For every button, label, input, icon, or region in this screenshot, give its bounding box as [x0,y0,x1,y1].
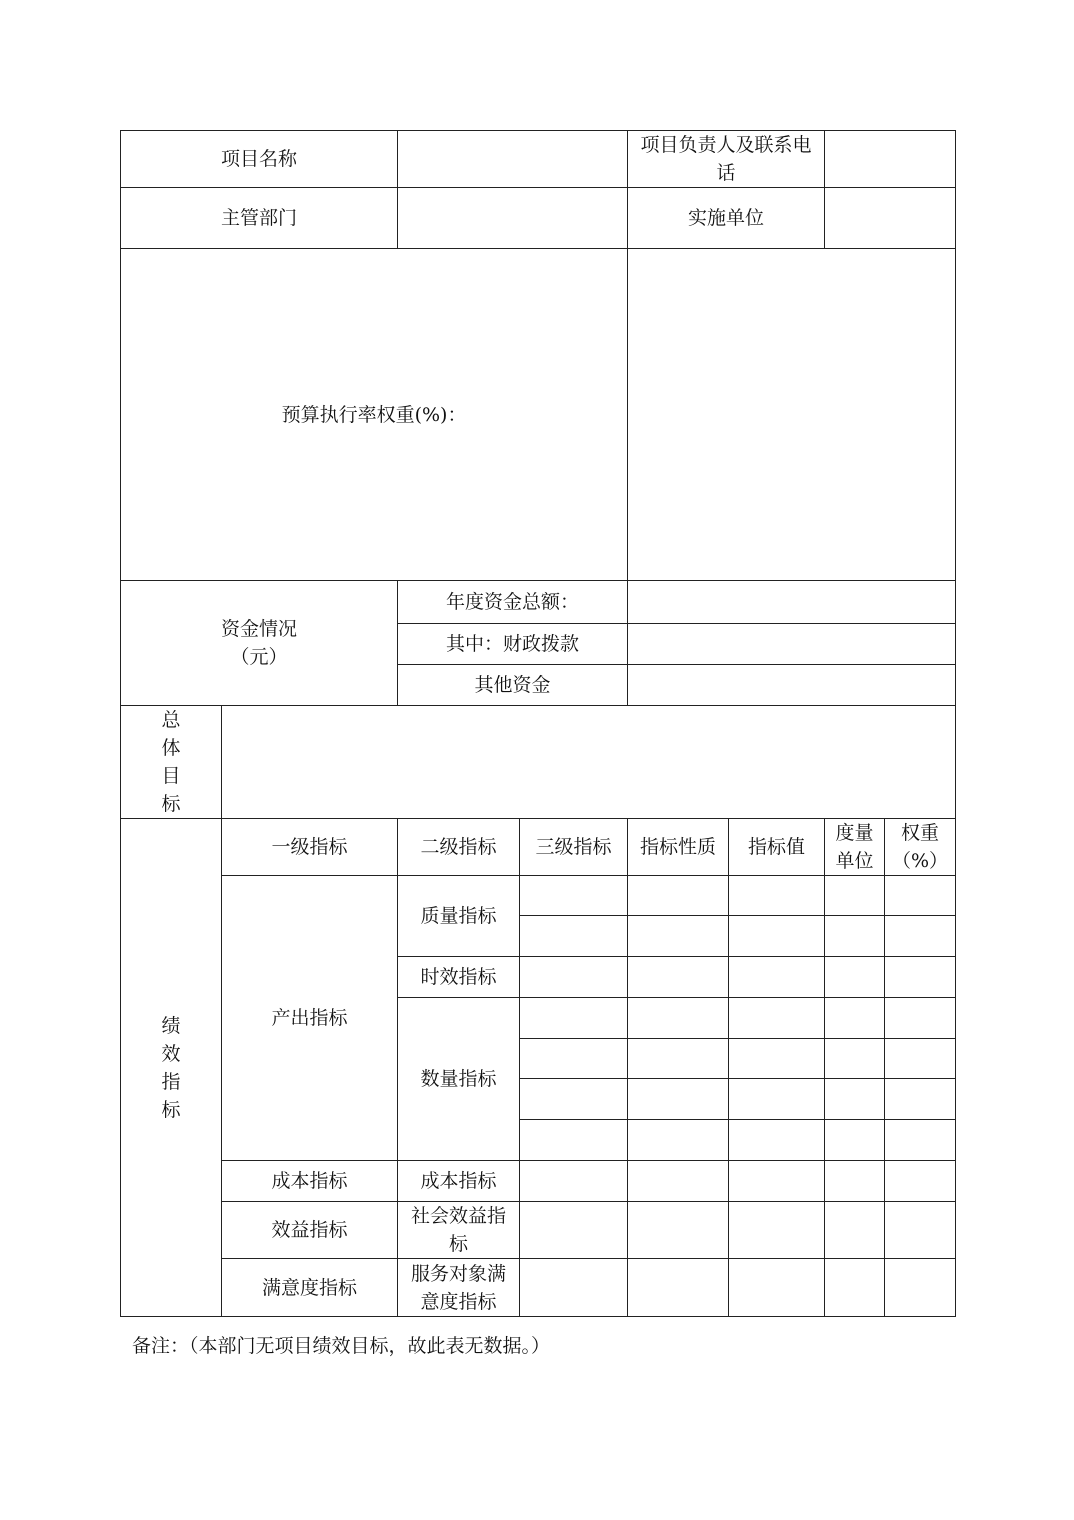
table-cell[interactable] [520,998,628,1039]
table-cell[interactable] [885,998,956,1039]
performance-target-table [120,130,956,1317]
table-cell[interactable] [520,916,628,957]
annual-total-label: 年度资金总额： [398,581,628,624]
perf-indicators-label: 绩效指标 [121,819,222,1317]
table-cell[interactable] [825,957,885,998]
timeliness-indicator-label: 时效指标 [398,957,520,998]
fiscal-allocation-value[interactable] [628,624,956,665]
table-cell[interactable] [825,1259,885,1317]
table-cell[interactable] [729,876,825,916]
quality-indicator-label: 质量指标 [398,876,520,957]
header-level2: 二级指标 [398,819,520,876]
table-cell[interactable] [885,876,956,916]
annual-total-value[interactable] [628,581,956,624]
overall-goal-value[interactable] [222,706,956,819]
table-cell[interactable] [628,1202,729,1259]
project-leader-value[interactable] [825,131,956,188]
table-cell[interactable] [520,1079,628,1120]
table-cell[interactable] [628,998,729,1039]
implementing-unit-value[interactable] [825,188,956,249]
table-cell[interactable] [520,1202,628,1259]
table-cell[interactable] [729,1120,825,1161]
table-cell[interactable] [885,957,956,998]
table-cell[interactable] [729,1202,825,1259]
table-cell[interactable] [628,916,729,957]
table-cell[interactable] [729,1259,825,1317]
table-cell[interactable] [885,1120,956,1161]
header-unit: 度量单位 [825,819,885,876]
cost-indicator-l2-label: 成本指标 [398,1161,520,1202]
supervisor-dept-value[interactable] [398,188,628,249]
table-cell[interactable] [825,998,885,1039]
social-benefit-indicator-label: 社会效益指标 [398,1202,520,1259]
header-level1: 一级指标 [222,819,398,876]
project-leader-label: 项目负责人及联系电话 [628,131,825,188]
table-cell[interactable] [825,1120,885,1161]
table-cell[interactable] [520,876,628,916]
table-cell[interactable] [628,1079,729,1120]
table-cell[interactable] [729,998,825,1039]
funds-label: 资金情况（元） [121,581,398,706]
table-cell[interactable] [885,1259,956,1317]
other-funds-label: 其他资金 [398,665,628,706]
table-cell[interactable] [628,876,729,916]
other-funds-value[interactable] [628,665,956,706]
table-cell[interactable] [729,1079,825,1120]
header-weight: 权重（%） [885,819,956,876]
table-cell[interactable] [825,1039,885,1079]
table-cell[interactable] [885,1079,956,1120]
budget-weight-label: 预算执行率权重(%)： [121,249,628,581]
benefit-indicator-label: 效益指标 [222,1202,398,1259]
project-name-label: 项目名称 [121,131,398,188]
table-cell[interactable] [885,1039,956,1079]
table-cell[interactable] [825,876,885,916]
table-cell[interactable] [628,1161,729,1202]
table-cell[interactable] [628,1039,729,1079]
cost-indicator-l1-label: 成本指标 [222,1161,398,1202]
project-name-value[interactable] [398,131,628,188]
table-cell[interactable] [885,916,956,957]
table-cell[interactable] [520,1039,628,1079]
overall-goal-label: 总体目标 [121,706,222,819]
header-level3: 三级指标 [520,819,628,876]
table-cell[interactable] [520,1161,628,1202]
table-cell[interactable] [729,1039,825,1079]
table-cell[interactable] [628,1259,729,1317]
quantity-indicator-label: 数量指标 [398,998,520,1161]
table-cell[interactable] [825,916,885,957]
table-cell[interactable] [825,1202,885,1259]
table-cell[interactable] [885,1202,956,1259]
table-cell[interactable] [628,957,729,998]
table-cell[interactable] [520,1120,628,1161]
table-cell[interactable] [729,957,825,998]
table-cell[interactable] [885,1161,956,1202]
budget-weight-value[interactable] [628,249,956,581]
header-value: 指标值 [729,819,825,876]
satisfaction-indicator-label: 满意度指标 [222,1259,398,1317]
implementing-unit-label: 实施单位 [628,188,825,249]
table-cell[interactable] [520,957,628,998]
table-cell[interactable] [729,916,825,957]
table-cell[interactable] [825,1079,885,1120]
fiscal-allocation-label: 其中：财政拨款 [398,624,628,665]
output-indicator-label: 产出指标 [222,876,398,1161]
table-cell[interactable] [729,1161,825,1202]
service-satisfaction-indicator-label: 服务对象满意度指标 [398,1259,520,1317]
table-cell[interactable] [628,1120,729,1161]
supervisor-dept-label: 主管部门 [121,188,398,249]
table-cell[interactable] [520,1259,628,1317]
header-nature: 指标性质 [628,819,729,876]
footnote: 备注：（本部门无项目绩效目标，故此表无数据。） [132,1335,551,1357]
table-cell[interactable] [825,1161,885,1202]
